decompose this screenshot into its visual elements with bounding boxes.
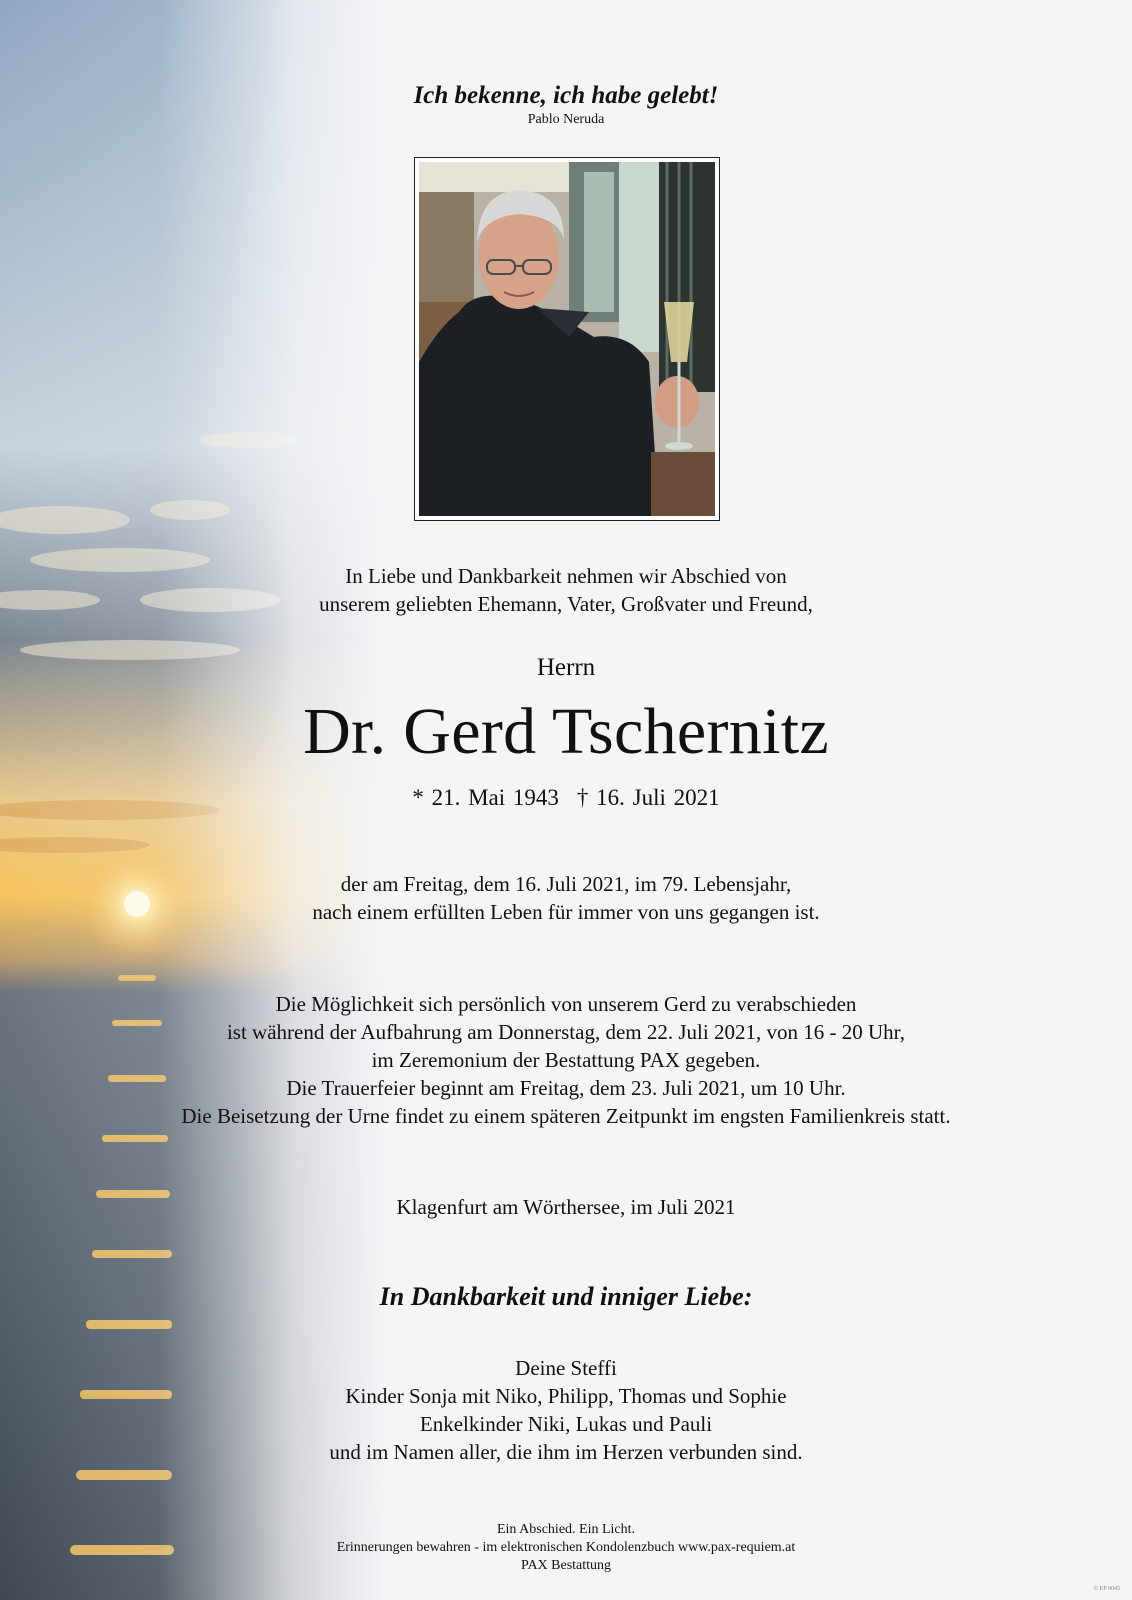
life-dates (0, 785, 1132, 811)
ceremony-info (0, 990, 1132, 1130)
info-line: ist während der Aufbahrung am Donnerstag, dem 22. Juli 2021, von 16 - 20 Uhr, (226, 1020, 906, 1044)
family-line: Enkelkinder Niki, Lukas und Pauli (419, 1412, 713, 1436)
intro-line: In Liebe und Dankbarkeit nehmen wir Abschied von (345, 564, 787, 588)
info-line: Die Möglichkeit sich persönlich von unserem Gerd zu verabschieden (275, 992, 857, 1016)
footer-line: Ein Abschied. Ein Licht. (496, 1522, 636, 1537)
info-line: im Zeremonium der Bestattung PAX gegeben. (371, 1048, 761, 1072)
thanks-heading: In Dankbarkeit und inniger Liebe: (379, 1282, 753, 1311)
motto-author: Pablo Neruda (527, 112, 605, 127)
deceased-name: Dr. Gerd Tschernitz (303, 695, 829, 768)
print-code: © EP 9045 (1093, 1586, 1120, 1592)
intro-text (0, 562, 1132, 618)
motto-quote: Ich bekenne, ich habe gelebt! (413, 82, 719, 109)
passing-text (0, 870, 1132, 926)
salutation: Herrn (536, 654, 596, 681)
death-date: † 16. Juli 2021 (576, 785, 720, 810)
family-line: und im Namen aller, die ihm im Herzen verbunden sind. (329, 1440, 803, 1464)
info-line: Die Beisetzung der Urne findet zu einem späteren Zeitpunkt im engsten Familienkreis statt. (181, 1104, 951, 1128)
passing-line: der am Freitag, dem 16. Juli 2021, im 79. Lebensjahr, (340, 872, 792, 896)
footer (0, 1521, 1132, 1575)
family-list (0, 1354, 1132, 1466)
family-line: Deine Steffi (515, 1356, 617, 1380)
info-line: Die Trauerfeier beginnt am Freitag, dem 23. Juli 2021, um 10 Uhr. (286, 1076, 846, 1100)
footer-line: PAX Bestattung (520, 1558, 612, 1573)
footer-line: Erinnerungen bewahren - im elektronischen Kondolenzbuch www.pax-requiem.at (336, 1540, 796, 1555)
passing-line: nach einem erfüllten Leben für immer von uns gegangen ist. (312, 900, 820, 924)
birth-date: * 21. Mai 1943 (412, 785, 559, 810)
intro-line: unserem geliebten Ehemann, Vater, Großvater und Freund, (319, 592, 813, 616)
place-date: Klagenfurt am Wörthersee, im Juli 2021 (396, 1195, 736, 1219)
portrait-photo (414, 157, 720, 521)
family-line: Kinder Sonja mit Niko, Philipp, Thomas und Sophie (345, 1384, 787, 1408)
